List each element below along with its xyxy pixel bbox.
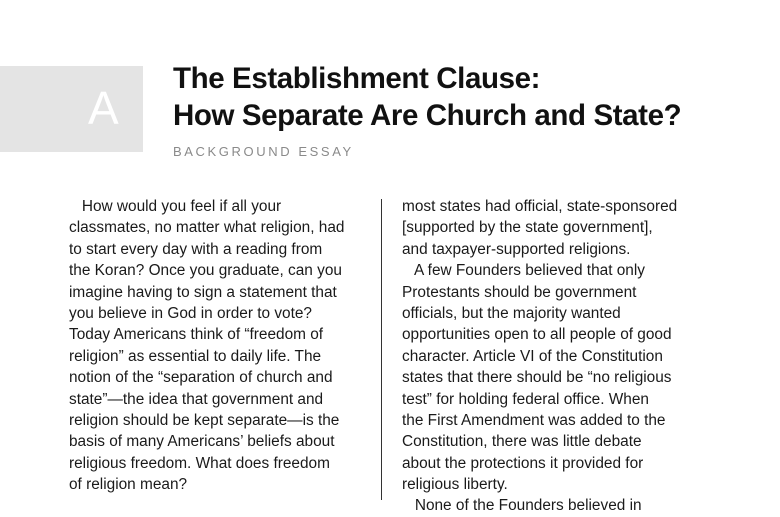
text-line: classmates, no matter what religion, had bbox=[69, 219, 345, 237]
title-line-1: The Establishment Clause: bbox=[173, 62, 541, 95]
section-subtitle: BACKGROUND ESSAY bbox=[173, 144, 354, 159]
text-line: officials, but the majority wanted bbox=[402, 304, 621, 322]
text-line: basis of many Americans’ beliefs about bbox=[69, 433, 335, 451]
text-line: religious freedom. What does freedom bbox=[69, 454, 330, 472]
chapter-marker-box bbox=[0, 66, 143, 152]
text-line: opportunities open to all people of good bbox=[402, 326, 672, 344]
text-line: religious liberty. bbox=[402, 476, 508, 494]
text-line: [supported by the state government], bbox=[402, 219, 653, 237]
column-divider bbox=[381, 199, 382, 500]
page-title bbox=[173, 60, 773, 134]
text-line: states that there should be “no religious bbox=[402, 369, 672, 387]
text-line: Constitution, there was little debate bbox=[402, 433, 642, 451]
text-line: Today Americans think of “freedom of bbox=[69, 326, 324, 344]
text-line: most states had official, state-sponsored bbox=[402, 198, 678, 215]
left-text-column bbox=[69, 196, 344, 495]
text-line: you believe in God in order to vote? bbox=[69, 304, 312, 322]
text-line: to start every day with a reading from bbox=[69, 240, 323, 258]
text-line: A few Founders believed that only bbox=[402, 262, 645, 280]
text-line: Protestants should be government bbox=[402, 283, 637, 301]
text-line: the First Amendment was added to the bbox=[402, 411, 666, 429]
text-line: of religion mean? bbox=[69, 476, 188, 494]
text-line: about the protections it provided for bbox=[402, 454, 644, 472]
text-line: religion” as essential to daily life. The bbox=[69, 347, 322, 365]
text-line: state”—the idea that government and bbox=[69, 390, 324, 408]
text-line: character. Article VI of the Constitution bbox=[402, 347, 663, 365]
text-line: the Koran? Once you graduate, can you bbox=[69, 262, 342, 280]
text-line: and taxpayer-supported religions. bbox=[402, 240, 631, 258]
title-line-2: How Separate Are Church and State? bbox=[173, 99, 682, 132]
text-line: notion of the “separation of church and bbox=[69, 369, 333, 387]
text-line: How would you feel if all your bbox=[69, 198, 282, 215]
text-line: None of the Founders believed in bbox=[402, 497, 642, 515]
chapter-letter: A bbox=[88, 82, 119, 134]
text-line: test” for holding federal office. When bbox=[402, 390, 649, 408]
text-line: imagine having to sign a statement that bbox=[69, 283, 337, 301]
text-line: religion should be kept separate—is the bbox=[69, 411, 340, 429]
right-text-column bbox=[402, 196, 677, 517]
